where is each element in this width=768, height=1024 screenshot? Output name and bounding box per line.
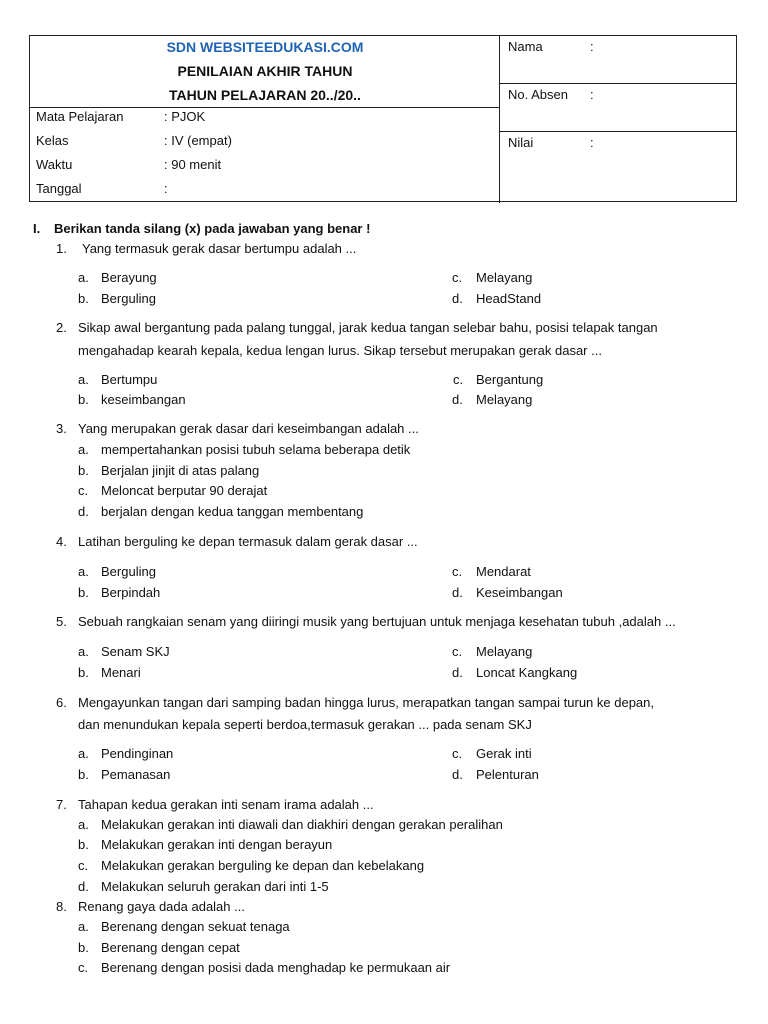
question-number: 4. [56, 534, 67, 549]
option-text: Melakukan gerakan inti dengan berayun [101, 837, 333, 852]
option-text: Gerak inti [476, 746, 532, 761]
option-text: Berenang dengan cepat [101, 940, 240, 955]
question-text: Sebuah rangkaian senam yang diiringi musik yang bertujuan untuk menjaga kesehatan tubuh ,adalah ... [78, 614, 676, 629]
option-letter: b. [78, 767, 89, 782]
field-label: No. Absen [508, 87, 568, 102]
field-label: Nama [508, 39, 543, 54]
option-letter: a. [78, 644, 89, 659]
option-letter: b. [78, 392, 89, 407]
option-letter: b. [78, 463, 89, 478]
option-letter: c. [452, 270, 463, 285]
question-number: 6. [56, 695, 67, 710]
option-text: Berayung [101, 270, 157, 285]
option-letter: d. [452, 585, 463, 600]
option-letter: c. [452, 746, 463, 761]
info-label: Kelas [36, 133, 69, 148]
option-text: keseimbangan [101, 392, 186, 407]
option-text: Berjalan jinjit di atas palang [101, 463, 260, 478]
question-number: 3. [56, 421, 67, 436]
option-letter: d. [452, 767, 463, 782]
field-colon: : [590, 135, 594, 150]
option-text: Keseimbangan [476, 585, 563, 600]
option-letter: c. [78, 858, 89, 873]
question-text: Yang termasuk gerak dasar bertumpu adalah ... [82, 241, 357, 256]
school-name: SDN WEBSITEEDUKASI.COM [166, 39, 364, 55]
section-number: I. [33, 221, 41, 236]
option-letter: b. [78, 585, 89, 600]
question-text: Renang gaya dada adalah ... [78, 899, 245, 914]
field-label: Nilai [508, 135, 534, 150]
option-text: Melakukan gerakan inti diawali dan diakhiri dengan gerakan peralihan [101, 817, 503, 832]
question-number: 1. [56, 241, 67, 256]
option-letter: a. [78, 746, 89, 761]
option-letter: c. [452, 564, 463, 579]
question-text: Tahapan kedua gerakan inti senam irama adalah ... [78, 797, 374, 812]
option-text: Melayang [476, 392, 533, 407]
exam-title: PENILAIAN AKHIR TAHUN [177, 63, 353, 79]
option-letter: a. [78, 919, 89, 934]
question-text: Mengayunkan tangan dari samping badan hingga lurus, merapatkan tangan sampai turun ke depan, [78, 695, 655, 710]
option-text: Berenang dengan posisi dada menghadap ke permukaan air [101, 960, 451, 975]
option-text: Berpindah [101, 585, 161, 600]
option-text: Bergantung [476, 372, 544, 387]
option-text: mempertahankan posisi tubuh selama beberapa detik [101, 442, 411, 457]
option-text: Meloncat berputar 90 derajat [101, 483, 268, 498]
option-letter: a. [78, 817, 89, 832]
option-text: Pemanasan [101, 767, 171, 782]
question-number: 8. [56, 899, 67, 914]
option-text: Senam SKJ [101, 644, 170, 659]
info-label: Tanggal [36, 181, 82, 196]
option-letter: c. [78, 483, 89, 498]
option-text: Berenang dengan sekuat tenaga [101, 919, 290, 934]
info-value: : 90 menit [164, 157, 222, 172]
option-letter: b. [78, 665, 89, 680]
option-letter: c. [78, 960, 89, 975]
option-text: Loncat Kangkang [476, 665, 578, 680]
question-text: mengahadap kearah kepala, kedua lengan lurus. Sikap tersebut merupakan gerak dasar ... [78, 343, 602, 358]
option-text: Berguling [101, 291, 156, 306]
info-label: Waktu [36, 157, 73, 172]
option-text: Mendarat [476, 564, 531, 579]
question-text: dan menundukan kepala seperti berdoa,termasuk gerakan ... pada senam SKJ [78, 717, 532, 732]
question-text: Sikap awal bergantung pada palang tunggal, jarak kedua tangan selebar bahu, posisi telapak tangan [78, 320, 658, 335]
info-value: : [164, 181, 168, 196]
option-text: Pendinginan [101, 746, 174, 761]
field-colon: : [590, 87, 594, 102]
section-instruction: Berikan tanda silang (x) pada jawaban yang benar ! [54, 221, 371, 236]
option-text: Menari [101, 665, 141, 680]
field-colon: : [590, 39, 594, 54]
option-letter: d. [452, 392, 463, 407]
question-number: 7. [56, 797, 67, 812]
option-letter: a. [78, 372, 89, 387]
option-letter: d. [78, 879, 89, 894]
option-text: berjalan dengan kedua tanggan membentang [101, 504, 364, 519]
option-letter: b. [78, 940, 89, 955]
info-value: : PJOK [164, 109, 206, 124]
option-letter: d. [452, 665, 463, 680]
option-text: Melayang [476, 270, 533, 285]
option-letter: b. [78, 291, 89, 306]
question-text: Yang merupakan gerak dasar dari keseimbangan adalah ... [78, 421, 419, 436]
option-text: Melakukan seluruh gerakan dari inti 1-5 [101, 879, 329, 894]
option-letter: d. [452, 291, 463, 306]
info-value: : IV (empat) [164, 133, 232, 148]
option-text: Melakukan gerakan berguling ke depan dan kebelakang [101, 858, 425, 873]
option-letter: c. [452, 644, 463, 659]
option-letter: a. [78, 564, 89, 579]
option-letter: d. [78, 504, 89, 519]
question-number: 5. [56, 614, 67, 629]
question-text: Latihan berguling ke depan termasuk dalam gerak dasar ... [78, 534, 418, 549]
option-letter: c. [453, 372, 464, 387]
question-number: 2. [56, 320, 67, 335]
option-letter: b. [78, 837, 89, 852]
option-text: Pelenturan [476, 767, 539, 782]
option-letter: a. [78, 442, 89, 457]
info-label: Mata Pelajaran [36, 109, 124, 124]
academic-year: TAHUN PELAJARAN 20../20.. [169, 87, 361, 103]
option-text: Berguling [101, 564, 156, 579]
option-text: HeadStand [476, 291, 542, 306]
option-text: Bertumpu [101, 372, 158, 387]
option-text: Melayang [476, 644, 533, 659]
option-letter: a. [78, 270, 89, 285]
